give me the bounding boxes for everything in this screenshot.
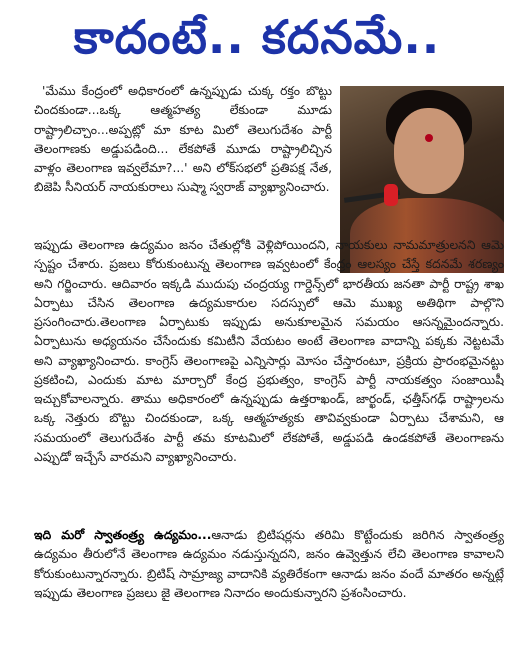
headline: కాదంటే.. కదనమే.. [73,10,441,64]
article-paragraph-2: ఇప్పుడు తెలంగాణ ఉద్యమం జనం చేతుల్లోకి వెళ్లిపోయిందని, నాయకులు నామమాత్రులనని ఆమె స్పష్టం చేశారు. ప్రజలు కోరుకుంటున్న తెలంగాణ ఇవ్వటంలో కేంద్రం ఆలస్యం చేస్తే కదనమే శరణ్యం అని గర్జించారు. ఆదివారం ఇక్కడి ముదుపు చంద్రయ్య గార్డెన్స్‌లో భారతీయ జనతా పార్టీ రాష్ట్ర శాఖ ఏర్పాటు చేసిన తెలంగాణ ఉద్యమకారుల సదస్సులో ఆమె ముఖ్య అతిథిగా పాల్గొని ప్రసంగించారు.తెలంగాణ ఏర్పాటుకు ఇప్పుడు అనుకూలమైన సమయం ఆసన్నమైందన్నారు. ఏర్పాటును అధ్యయనం చేసేందుకు కమిటీని వేయటం అంటే తెలంగాణ వాదాన్ని పక్కకు నెట్టటమే అని వ్యాఖ్యానించారు. కాంగ్రెస్ తెలంగాణపై ఎన్నిసార్లు మోసం చేస్తారంటూ, ప్రక్రియ ప్రారంభమైనట్టు ప్రకటించి, ఎందుకు మాట మార్చారో కేంద్ర ప్రభుత్వం, కాంగ్రెస్ పార్టీ నాయకత్వం సంజాయిషీ ఇచ్చుకోవాలన్నారు. తాము అధికారంలో ఉన్నప్పుడు ఉత్తరాఖండ్, జార్ఖండ్, ఛత్తీస్‌గఢ్ రాష్ట్రాలను ఒక్క నెత్తురు బొట్టు చిందకుండా, ఒక్క ఆత్మహత్యకు తావివ్వకుండా ఏర్పాటు చేశామని, ఆ సమయంలో తెలుగుదేశం పార్టీ తమ కూటమిలో లేకపోతే, అడ్డుపడి ఉండకపోతే తెలంగాణను ఎప్పుడో ఇచ్చేసే వారమని వ్యాఖ్యానించారు. [34,238,504,464]
article-paragraph-3 [34,526,504,624]
section-body-text: ఆనాడు బ్రిటిషర్లను తరిమి కొట్టేందుకు జరిగిన స్వాతంత్ర్య ఉద్యమం తీరులోనే తెలంగాణ ఉద్యమం నడుస్తున్నదని, జనం ఉవ్వెత్తున లేచి తెలంగాణ కావాలని కోరుకుంటున్నారన్నారు. బ్రిటిష్ సామ్రాజ్య వాదానికి వ్యతిరేకంగా ఆనాడు జనం వందే మాతరం అన్నట్లే ఇప్పుడు తెలంగాణ ప్రజలు జై తెలంగాణ నినాదం అందుకున్నారని ప్రశంసించారు. [34,528,504,600]
photo-bindi-shape [425,134,433,142]
section-lead-heading: ఇది మరో స్వాతంత్ర్య ఉద్యమం... [34,528,212,542]
article-paragraph-1: 'మేము కేంద్రంలో అధికారంలో ఉన్నప్పుడు చుక్క రక్తం బొట్టు చిందకుండా...ఒక్క ఆత్మహత్య లేకుండా మూడు రాష్ట్రాలిచ్చాం...అప్పట్లో మా కూట మిలో తెలుగుదేశం పార్టీ తెలంగాణకు అడ్డుపడింది... లేకపోతే మూడు రాష్ట్రాలిచ్చిన వాళ్లం తెలంగాణ ఇవ్వలేమా?...' అని లోక్‌సభలో ప్రతిపక్ష నేత, బిజెపి సీనియర్ నాయకురాలు సుష్మా స్వరాజ్ వ్యాఖ్యానించారు. [34,84,332,195]
microphone-icon [384,184,398,206]
photo-face-shape [394,108,464,194]
